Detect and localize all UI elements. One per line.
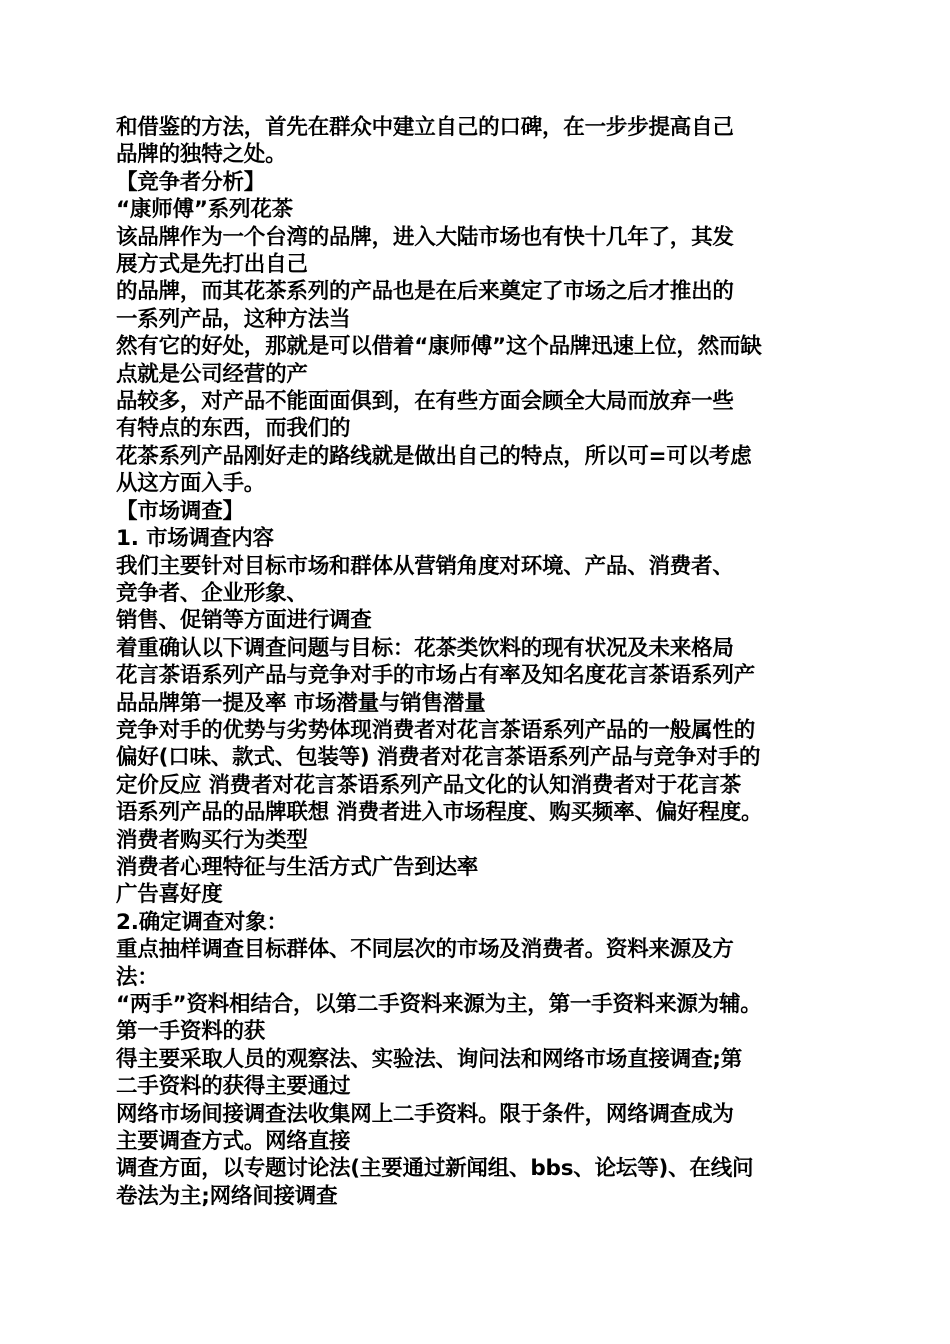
subheading: 2.确定调查对象： (116, 909, 288, 935)
text-line: 着重确认以下调查问题与目标：花茶类饮料的现有状况及未来格局 (116, 635, 734, 661)
text-line: 定价反应 消费者对花言茶语系列产品文化的认知消费者对于花言茶 (116, 772, 741, 798)
text-line: 偏好(口味、款式、包装等) 消费者对花言茶语系列产品与竞争对手的 (116, 745, 761, 771)
text-line: 网络市场间接调查法收集网上二手资料。限于条件，网络调查成为 (116, 1101, 734, 1127)
text-line: 展方式是先打出自己 (116, 252, 308, 278)
text-line: 第一手资料的获 (116, 1019, 266, 1045)
text-line: 销售、促销等方面进行调查 (116, 608, 372, 634)
text-line: 一系列产品，这种方法当 (116, 306, 351, 332)
text-line: 广告喜好度 (116, 882, 223, 908)
text-line: 该品牌作为一个台湾的品牌，进入大陆市场也有快十几年了，其发 (116, 224, 734, 250)
text-line: 竞争对手的优势与劣势体现消费者对花言茶语系列产品的一般属性的 (116, 717, 756, 743)
text-line: 和借鉴的方法，首先在群众中建立自己的口碑，在一步步提高自己 (116, 115, 734, 140)
text-line: 然有它的好处，那就是可以借着“康师傅”这个品牌迅速上位，然而缺 (116, 334, 762, 360)
text-line: 得主要采取人员的观察法、实验法、询问法和网络市场直接调查;第 (116, 1046, 743, 1072)
text-line: 调查方面，以专题讨论法(主要通过新闻组、bbs、论坛等)、在线问 (116, 1156, 754, 1182)
subheading: “康师傅”系列花茶 (116, 197, 293, 223)
text-line: 花言茶语系列产品与竞争对手的市场占有率及知名度花言茶语系列产 (116, 663, 756, 689)
text-line: 花茶系列产品刚好走的路线就是做出自己的特点，所以可=可以考虑 (116, 443, 752, 469)
text-line: 消费者心理特征与生活方式广告到达率 (116, 854, 479, 880)
text-line: 点就是公司经营的产 (116, 361, 308, 387)
text-line: 有特点的东西，而我们的 (116, 416, 351, 442)
section-heading: 【竞争者分析】 (116, 169, 266, 195)
text-line: “两手”资料相结合，以第二手资料来源为主，第一手资料来源为辅。 (116, 992, 762, 1017)
text-line: 二手资料的获得主要通过 (116, 1074, 351, 1100)
subheading: 1. 市场调查内容 (116, 526, 274, 552)
text-line: 品品牌第一提及率 市场潜量与销售潜量 (116, 690, 486, 716)
text-line: 品牌的独特之处。 (116, 142, 287, 168)
text-line: 卷法为主;网络间接调查 (116, 1183, 338, 1209)
text-line: 品较多，对产品不能面面俱到，在有些方面会顾全大局而放弃一些 (116, 389, 734, 415)
text-line: 法： (116, 964, 159, 990)
text-line: 消费者购买行为类型 (116, 827, 308, 853)
text-line: 主要调查方式。网络直接 (116, 1129, 351, 1155)
text-line: 竞争者、企业形象、 (116, 580, 308, 606)
text-line: 从这方面入手。 (116, 471, 266, 497)
text-line: 语系列产品的品牌联想 消费者进入市场程度、购买频率、偏好程度。 (116, 800, 763, 826)
document-body (116, 114, 838, 1210)
section-heading: 【市场调查】 (116, 498, 244, 524)
text-line: 重点抽样调查目标群体、不同层次的市场及消费者。资料来源及方 (116, 937, 734, 963)
text-line: 我们主要针对目标市场和群体从营销角度对环境、产品、消费者、 (116, 553, 734, 579)
text-line: 的品牌，而其花茶系列的产品也是在后来奠定了市场之后才推出的 (116, 279, 734, 305)
